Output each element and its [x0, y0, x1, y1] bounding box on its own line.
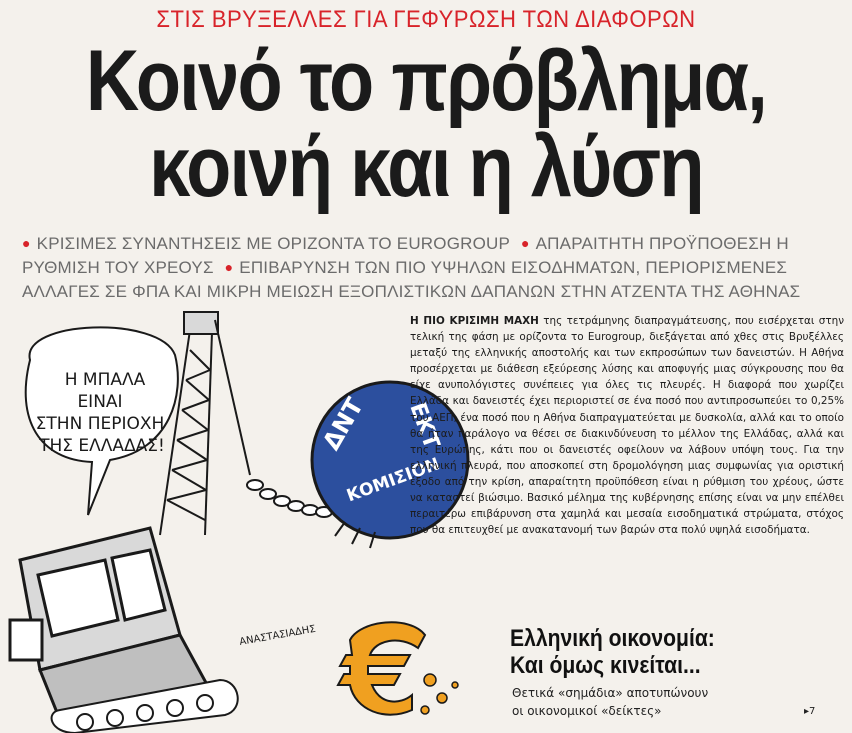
bullet-dot-icon: ●: [520, 235, 530, 251]
promo-title[interactable]: [510, 625, 792, 679]
promo-description: [512, 684, 772, 720]
article-lead: Η ΠΙΟ ΚΡΙΣΙΜΗ ΜΑΧΗ: [410, 315, 539, 327]
ball-label-top: ΕΚΤ: [404, 399, 444, 453]
article-text: της τετράμηνης διαπραγμάτευσης, που εισέρχεται στην τελική της φάση με ορίζοντα το Eurogroup, διεξάγεται από χθες στις Βρυξέλλες μεταξύ της ελληνικής αποστολής και των εκπροσώπων των δανειστών. Η Αθήνα προσέρχεται με διάθεση εξεύρεσης λύσης και αποφυγής μιας σύγκρουσης που θα είχε ανυπολόγιστες συνέπειες για όλες τις πλευρές. Η διαφορά που χωρίζει Ελλάδα και δανειστές έχει περιοριστεί σε ένα ποσό που αντιπροσωπεύει το 0,25% του ΑΕΠ, ένα ποσό που η Αθήνα διαπραγματεύεται με δυσκολία, αλλά και το οποίο θα ήταν παράλογο να θέσει σε διακινδύνευση το μέλλον της Ελλάδας, αλλά και της Ευρώπης, κάτι που οι δανειστές οφείλουν να λάβουν υπόψη τους. Για την ελληνική πλευρά, που αποσκοπεί στη δρομολόγηση μιας συμφωνίας για οριστική έξοδο από την κρίση, απαραίτητη προϋπόθεση είναι η ρύθμιση του χρέους, ώστε να καταστεί βιώσιμο. Βασικό μέλημα της κυβέρνησης επίσης είναι να μην επέλθει περαιτέρω επιβάρυνση στα χαμηλά και μεσαία εισοδηματικά στρώματα, στόχος που θα επιτευχθεί με ανακατανομή των βαρών στα πολύ υψηλά εισοδήματα.: [410, 315, 844, 537]
bullet-dot-icon: ●: [22, 235, 31, 251]
kicker: ΣΤΙΣ ΒΡΥΞΕΛΛΕΣ ΓΙΑ ΓΕΦΥΡΩΣΗ ΤΩΝ ΔΙΑΦΟΡΩΝ: [156, 6, 696, 33]
bullet-item-1: ΚΡΙΣΙΜΕΣ ΣΥΝΑΝΤΗΣΕΙΣ ΜΕ ΟΡΙΖΟΝΤΑ ΤΟ EUROGROUP: [36, 234, 511, 253]
ball-label-left: ΔΝΤ: [317, 393, 369, 455]
speech-line-3: ΣΤΗΝ ΠΕΡΙΟΧΗ: [35, 414, 165, 434]
headline-line-2: κοινή και η λύση: [149, 119, 703, 215]
speech-line-4: ΤΗΣ ΕΛΛΑΔΑΣ!: [39, 436, 165, 456]
article-body: [410, 313, 844, 538]
promo-title-line-2: Και όμως κινείται...: [510, 652, 701, 679]
cartoonist-signature: ΑΝΑΣΤΑΣΙΑΔΗΣ: [238, 623, 317, 648]
crane-boom: [160, 312, 250, 535]
euro-crumble-illustration: [330, 610, 490, 730]
promo-desc-line-1: Θετικά «σημάδια» αποτυπώνουν: [512, 686, 709, 700]
speech-line-2: ΕΙΝΑΙ: [77, 392, 123, 412]
promo-title-line-1: Ελληνική οικονομία:: [510, 625, 715, 652]
ball-label-bottom: ΚΟΜΙΣΙΟΝ: [344, 454, 443, 507]
subhead-bullets: [22, 232, 837, 303]
headline-line-1: Κοινό το πρόβλημα,: [85, 33, 767, 129]
headline: [0, 33, 852, 215]
bullet-item-3: ΕΠΙΒΑΡΥΝΣΗ ΤΩΝ ΠΙΟ ΥΨΗΛΩΝ ΕΙΣΟΔΗΜΑΤΩΝ, ΠΕΡΙΟΡΙΣΜΕΝΕΣ ΑΛΛΑΓΕΣ ΣΕ ΦΠΑ ΚΑΙ ΜΙΚΡΗ ΜΕΙΩΣΗ ΕΞΟΠΛΙΣΤΙΚΩΝ ΔΑΠΑΝΩΝ ΣΤΗΝ ΑΤΖΕΝΤΑ ΤΗΣ ΑΘΗΝΑΣ: [22, 258, 801, 301]
bullet-dot-icon: ●: [224, 259, 234, 275]
speech-line-1: Η ΜΠΑΛΑ: [64, 370, 146, 390]
promo-desc-line-2: οι οικονομικοί «δείκτες»: [512, 704, 662, 718]
page-reference[interactable]: ▸7: [804, 706, 816, 717]
bullet-item-2: ΑΠΑΡΑΙΤΗΤΗ ΠΡΟΫΠΟΘΕΣΗ Η ΡΥΘΜΙΣΗ ΤΟΥ ΧΡΕΟΥΣ: [22, 234, 789, 277]
